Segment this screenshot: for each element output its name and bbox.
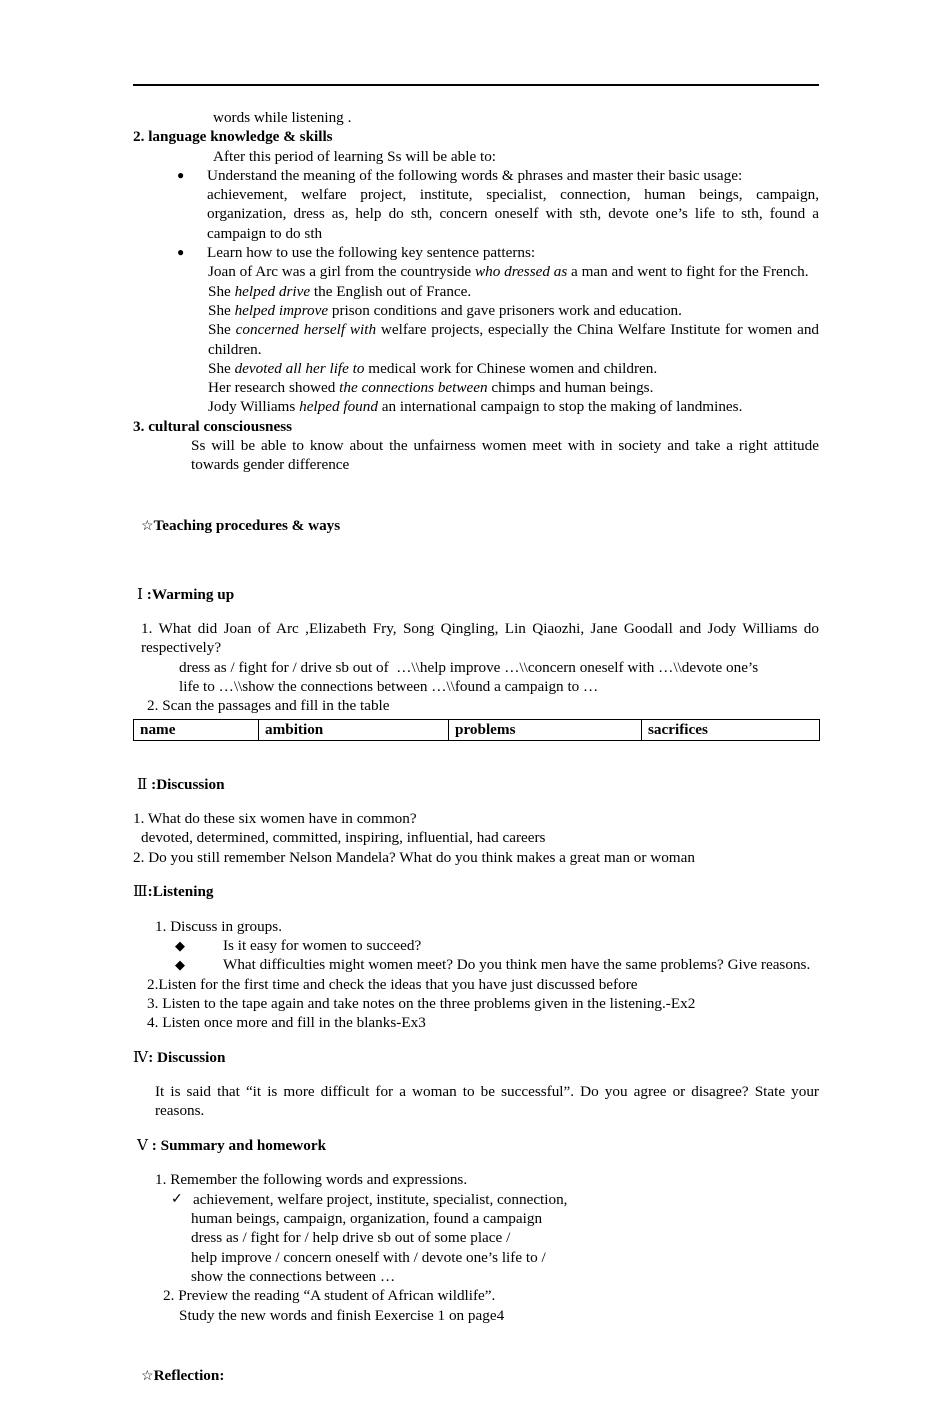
warming-up-answers-line-2: life to …\\show the connections between …\\found a campaign to … (179, 677, 599, 695)
listening-step-2: 2.Listen for the first time and check the ideas that you have just discussed before (147, 975, 638, 993)
pattern-emphasis: concerned herself with (235, 321, 377, 339)
header-rule (133, 84, 819, 86)
list-item-continuation (133, 185, 819, 243)
list-item (133, 166, 819, 185)
table-header-cell: name (134, 720, 259, 741)
sentence-pattern (208, 320, 823, 359)
heading-cultural-consciousness: 3. cultural consciousness (133, 417, 293, 435)
page-content (133, 84, 823, 1401)
pattern-text: an international campaign to stop the making of landmines. (377, 398, 743, 416)
scan-table (133, 719, 820, 741)
roman-numeral-1: Ⅰ (137, 585, 143, 603)
summary-item-2-line-1: 2. Preview the reading “A student of African wildlife”. (163, 1287, 496, 1305)
pattern-emphasis: helped improve (234, 301, 329, 319)
pattern-text: prison conditions and gave prisoners work and education. (328, 301, 682, 319)
section-heading-discussion-2: Ⅳ: Discussion (133, 1048, 226, 1066)
summary-word-line: dress as / fight for / help drive sb out of some place / (191, 1229, 511, 1247)
round-bullet-icon: ● (177, 167, 185, 182)
star-icon: ☆ (141, 1368, 154, 1384)
star-icon: ☆ (141, 518, 154, 534)
sentence-pattern (208, 359, 819, 378)
pattern-text: welfare projects, especially the China Welfare Institute for women and children. (208, 321, 823, 358)
table-header-cell: sacrifices (642, 720, 820, 741)
diamond-bullet-icon: ◆ (175, 938, 185, 953)
pattern-text: She (208, 282, 235, 300)
list-item-label: Learn how to use the following key sentence patterns: (207, 244, 536, 262)
carryover-line: words while listening . (213, 109, 352, 126)
discussion-2-body: It is said that “it is more difficult for a woman to be successful”. Do you agree or disagree? State your reasons. (155, 1083, 823, 1120)
table-header-cell: problems (449, 720, 642, 741)
table-row (134, 720, 820, 741)
discussion-1-answer-1: devoted, determined, committed, inspiring, influential, had careers (141, 829, 546, 847)
sentence-pattern (208, 378, 819, 397)
list-item (133, 243, 819, 262)
pattern-text: She (208, 321, 236, 339)
list-item-label: achievement, welfare project, institute, specialist, connection, (193, 1190, 568, 1208)
pattern-text: chimps and human beings. (487, 379, 654, 397)
summary-word-line: help improve / concern oneself with / devote one’s life to / (191, 1248, 546, 1266)
pattern-emphasis: the connections between (339, 379, 488, 397)
listening-step-1: 1. Discuss in groups. (155, 917, 282, 935)
roman-numeral-4: Ⅳ (133, 1048, 149, 1066)
discussion-1-question-1: 1. What do these six women have in common? (133, 810, 417, 828)
roman-numeral-5: Ⅴ (137, 1136, 148, 1154)
list-item-label: What difficulties might women meet? Do you think men have the same problems? Give reasons. (223, 956, 811, 974)
sentence-pattern (208, 282, 819, 301)
sentence-pattern (208, 262, 819, 281)
sentence-pattern (208, 397, 819, 416)
pattern-emphasis: helped drive (234, 282, 311, 300)
pattern-emphasis: helped found (299, 398, 378, 416)
listening-step-4: 4. Listen once more and fill in the blanks-Ex3 (147, 1014, 426, 1032)
discussion-1-question-2: 2. Do you still remember Nelson Mandela? What do you think makes a great man or woman (133, 848, 695, 866)
list-item (133, 936, 819, 955)
pattern-text: Her research showed (208, 379, 340, 397)
warming-up-question-2: 2. Scan the passages and fill in the table (147, 697, 390, 715)
section-heading-warming-up: Ⅰ :Warming up (137, 585, 235, 603)
listening-step-3: 3. Listen to the tape again and take notes on the three problems given in the listening.-Ex2 (147, 994, 696, 1012)
warming-up-question-1: 1. What did Joan of Arc ,Elizabeth Fry, Song Qingling, Lin Qiaozhi, Jane Goodall and Jody Williams do respectively? (141, 619, 823, 657)
cultural-consciousness-body: Ss will be able to know about the unfairness women meet with in society and take a right attitude towards gender difference (191, 437, 823, 474)
section-heading-summary: Ⅴ : Summary and homework (137, 1136, 327, 1154)
list-item-label: achievement, welfare project, institute, specialist, connection, human beings, campaign, organization, dress as, help do sth, concern oneself with sth, devote one’s life to sth, found a campaign to do sth (207, 186, 819, 242)
table-header-cell: ambition (259, 720, 449, 741)
sentence-pattern-list (133, 262, 823, 416)
pattern-text: Jody Williams (208, 398, 300, 416)
summary-word-line: show the connections between … (191, 1267, 396, 1285)
list-item-label: Is it easy for women to succeed? (223, 937, 422, 954)
pattern-text: Joan of Arc was a girl from the countryside (208, 263, 475, 281)
section-heading-listening: Ⅲ:Listening (133, 883, 214, 901)
roman-numeral-2: Ⅱ (137, 775, 148, 793)
list-item (133, 955, 819, 974)
summary-word-line: human beings, campaign, organization, found a campaign (191, 1210, 543, 1228)
heading-language-knowledge: 2. language knowledge & skills (133, 128, 333, 146)
pattern-text: medical work for Chinese women and children. (364, 359, 658, 377)
pattern-text: She (208, 359, 235, 377)
heading-reflection: ☆Reflection: (141, 1366, 225, 1384)
pattern-emphasis: who dressed as (474, 263, 568, 281)
warming-up-answers-line-1: dress as / fight for / drive sb out of …\\help improve …\\concern oneself with …\\devote one’s (179, 658, 759, 676)
heading-teaching-procedures: ☆Teaching procedures & ways (141, 516, 341, 534)
list-item-label: Understand the meaning of the following words & phrases and master their basic usage: (207, 166, 743, 184)
pattern-emphasis: devoted all her life to (234, 359, 365, 377)
summary-item-1: 1. Remember the following words and expressions. (155, 1171, 468, 1189)
objectives-intro: After this period of learning Ss will be able to: (213, 147, 497, 165)
pattern-text: She (208, 301, 235, 319)
round-bullet-icon: ● (177, 245, 185, 260)
roman-numeral-3: Ⅲ (133, 883, 148, 901)
pattern-text: the English out of France. (310, 282, 472, 300)
diamond-bullet-icon: ◆ (175, 957, 185, 973)
sentence-pattern (208, 301, 819, 320)
check-bullet-icon: ✓ (171, 1191, 183, 1207)
pattern-text: a man and went to fight for the French. (567, 263, 809, 281)
summary-item-2-line-2: Study the new words and finish Eexercise 1 on page4 (179, 1306, 505, 1324)
section-heading-discussion-1: Ⅱ :Discussion (137, 775, 225, 793)
list-item (133, 1190, 819, 1209)
